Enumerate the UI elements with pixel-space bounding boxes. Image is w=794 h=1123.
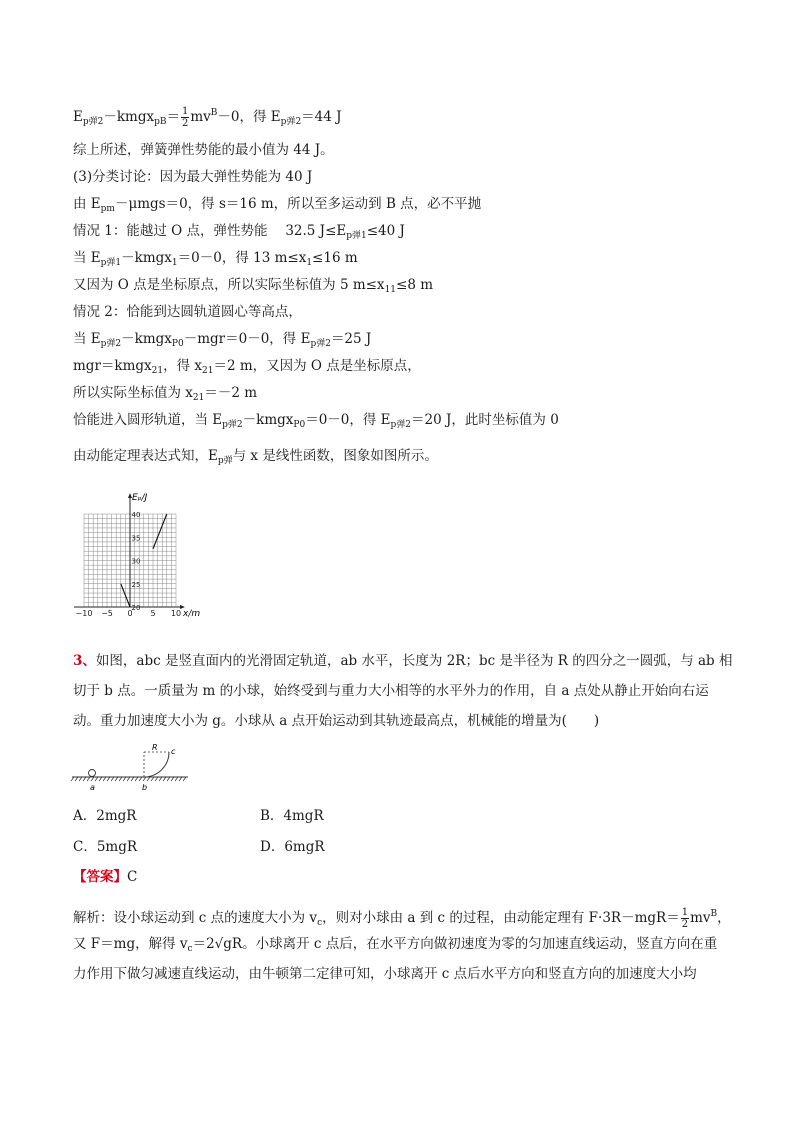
text: －kmgx: [121, 331, 172, 347]
superscript: B: [710, 909, 718, 919]
ball: [89, 770, 96, 777]
answer-tag: 【答案】: [73, 869, 127, 885]
hatch-mark: [111, 777, 114, 781]
question-3-line-3: [73, 711, 599, 731]
equation-line-6: [73, 248, 358, 273]
text: 情况 1：能越过 O 点，弹性势能 32.5 J≤E: [73, 223, 347, 239]
y-tick-label: 35: [131, 534, 141, 543]
fraction-denominator: 2: [681, 919, 689, 930]
text: ≤40 J: [366, 223, 405, 239]
equation-line-4: [73, 194, 481, 219]
hatch-mark: [131, 777, 134, 781]
text: －μmgs＝0，得 s＝16 m，所以至多运动到 B 点，必不平抛: [114, 196, 482, 212]
subscript: 1: [171, 258, 178, 268]
text: 解析：设小球运动到 c 点的速度大小为 v: [73, 910, 318, 926]
hatch-mark: [183, 777, 186, 781]
text: ＝25 J: [330, 331, 372, 347]
fraction: [681, 907, 689, 930]
hatch-mark: [143, 777, 146, 781]
text: －kmgx: [103, 109, 155, 125]
text: －0，得 E: [217, 109, 281, 125]
hatch-mark: [135, 777, 138, 781]
text: E: [73, 109, 83, 125]
text: 切于 b 点。一质量为 m 的小球，始终受到与重力大小相等的水平外力的作用，自 a 点处从静止开始向右运: [73, 683, 709, 699]
subscript: 1: [115, 258, 122, 268]
text: ＝－2 m: [204, 385, 258, 401]
equation-line-12: [73, 410, 559, 435]
label-b: b: [142, 783, 148, 792]
subscript: 2: [236, 420, 243, 430]
subscript: p弹: [217, 456, 233, 466]
hatch-mark: [123, 777, 126, 781]
hatch-mark: [163, 777, 166, 781]
subscript: c: [317, 918, 323, 928]
subscript: p弹: [100, 258, 116, 268]
text: 又因为 O 点是坐标原点，所以实际坐标值为 5 m≤x: [73, 277, 385, 293]
x-axis-label: x/m: [183, 609, 201, 619]
subscript: P0: [171, 339, 184, 349]
quarter-arc: [144, 752, 169, 777]
fraction-denominator: 2: [181, 118, 189, 129]
ep-x-graph: [70, 488, 210, 620]
part3-heading: [73, 167, 312, 187]
hatch-mark: [171, 777, 174, 781]
subscript: 1: [306, 258, 313, 268]
text: mv: [690, 910, 711, 926]
hatch-mark: [119, 777, 122, 781]
x-tick-label: 5: [150, 609, 156, 618]
text: (3)分类讨论：因为最大弹性势能为 40 J: [73, 169, 313, 185]
hatch-mark: [159, 777, 162, 781]
text: 当 E: [73, 331, 101, 347]
text: mgr＝kmgx: [73, 358, 152, 374]
hatch-mark: [99, 777, 102, 781]
text: －mgr＝0－0，得 E: [183, 331, 311, 347]
equation-line-1: [73, 103, 342, 132]
option-d: D．6mgR: [260, 839, 325, 855]
subscript: p弹: [390, 420, 406, 430]
subscript: 2: [115, 339, 122, 349]
text: 力作用下做匀减速直线运动，由牛顿第二定律可知，小球离开 c 点后水平方向和竖直方向的加速度大小均: [73, 966, 697, 982]
text: －kmgx: [242, 412, 294, 428]
hatch-mark: [87, 777, 90, 781]
option-a: A．2mgR: [73, 808, 137, 824]
option-b: B．4mgR: [260, 808, 324, 824]
subscript: pB: [154, 117, 167, 127]
text: 所以实际坐标值为 x: [73, 385, 193, 401]
text: ，: [717, 910, 731, 926]
text: mv: [190, 109, 211, 125]
subscript: 2: [325, 339, 331, 349]
subscript: P0: [293, 420, 306, 430]
text: ＝2√gR。小球离开 c 点后，在水平方向做初速度为零的匀加速直线运动，竖直方向在重: [192, 936, 718, 952]
text: 由 E: [73, 196, 101, 212]
text: ＝20 J，此时坐标值为 0: [411, 412, 559, 428]
subscript: 2: [405, 420, 412, 430]
y-tick-label: 40: [131, 511, 141, 519]
subscript: 21: [151, 366, 164, 376]
text: ＝2 m，又因为 O 点是坐标原点，: [213, 358, 421, 374]
hatch-mark: [175, 777, 178, 781]
label-R: R: [152, 743, 158, 752]
fraction: [181, 106, 189, 129]
text: 动。重力加速度大小为 g。小球从 a 点开始运动到其轨迹最高点，机械能的增量为( ): [73, 713, 600, 729]
solution-line-3: [73, 964, 697, 984]
equation-line-11: [73, 383, 257, 408]
hatch-mark: [167, 777, 170, 781]
text: 情况 2：恰能到达圆轨道圆心等高点，: [73, 304, 302, 320]
x-tick-label: 10: [170, 609, 182, 618]
subscript: 1: [361, 231, 367, 241]
text: 又 F＝mg，解得 v: [73, 936, 188, 952]
question-3-line-1: [73, 651, 733, 671]
text: 与 x 是线性函数，图象如图所示。: [232, 448, 438, 464]
subscript: c: [187, 944, 193, 954]
text: ，则对小球由 a 到 c 的过程，由动能定理有 F·3R－mgR＝: [322, 910, 680, 926]
hatch-mark: [83, 777, 86, 781]
subscript: p弹: [100, 339, 116, 349]
ground-hatch: [71, 777, 186, 781]
x-tick-label: 0: [127, 609, 133, 618]
y-tick-label: 20: [131, 604, 141, 612]
case1-line: [73, 221, 405, 246]
option-c: C．5mgR: [73, 839, 138, 855]
subscript: 11: [384, 285, 397, 295]
text: 如图，abc 是竖直面内的光滑固定轨道，ab 水平，长度为 2R；bc 是半径为 R 的四分之一圆弧，与 ab 相: [95, 653, 733, 669]
hatch-mark: [155, 777, 158, 781]
track-figure: [70, 742, 195, 796]
text: ＝0－0，得 13 m≤x: [177, 250, 307, 266]
hatch-mark: [151, 777, 154, 781]
text: ＝: [166, 109, 180, 125]
hatch-mark: [75, 777, 78, 781]
subscript: 21: [192, 393, 205, 403]
hatch-mark: [95, 777, 98, 781]
equation-line-9: [73, 329, 371, 354]
equation-line-13: [73, 446, 438, 471]
hatch-mark: [127, 777, 130, 781]
subscript: p弹: [222, 420, 237, 430]
subscript: p弹: [346, 231, 362, 241]
hatch-mark: [147, 777, 150, 781]
text: ≤8 m: [396, 277, 434, 293]
subscript: 21: [202, 366, 214, 376]
equation-line-7: [73, 275, 433, 300]
y-axis-label: Eₚ/J: [132, 493, 148, 503]
subscript: 2: [97, 117, 104, 127]
text: 当 E: [73, 250, 101, 266]
hatch-mark: [115, 777, 118, 781]
solution-line-1: [73, 904, 731, 933]
series-line-segment-2: [153, 514, 167, 549]
hatch-mark: [71, 777, 74, 781]
answer-line: [73, 867, 137, 887]
solution-line-2: [73, 934, 717, 959]
x-tick-label: −5: [101, 609, 113, 618]
subscript: p弹: [280, 117, 296, 127]
case2-line: [73, 302, 302, 322]
equation-line-10: [73, 356, 421, 381]
question-number: 3、: [73, 653, 96, 669]
subscript: p弹: [82, 117, 98, 127]
text: 综上所述，弹簧弹性势能的最小值为 44 J。: [73, 142, 334, 158]
text: 由动能定理表达式知，E: [73, 448, 218, 464]
hatch-mark: [91, 777, 94, 781]
hatch-mark: [139, 777, 142, 781]
text: －kmgx: [121, 250, 172, 266]
label-a: a: [90, 783, 95, 792]
hatch-mark: [103, 777, 106, 781]
question-3-line-2: [73, 681, 709, 701]
hatch-mark: [107, 777, 110, 781]
hatch-mark: [179, 777, 182, 781]
subscript: 2: [295, 117, 302, 127]
subscript: p弹: [310, 339, 326, 349]
text: ，得 x: [163, 358, 202, 374]
answer-value: C: [127, 869, 138, 885]
text: ＝0－0，得 E: [305, 412, 391, 428]
text: ≤16 m: [312, 250, 358, 266]
y-tick-label: 30: [131, 557, 141, 566]
hatch-mark: [79, 777, 82, 781]
fraction-numerator: 1: [681, 907, 689, 918]
label-c: c: [171, 747, 176, 756]
y-tick-label: 25: [131, 580, 141, 589]
fraction-numerator: 1: [181, 106, 189, 117]
subscript: pm: [100, 204, 115, 214]
text: ＝44 J: [301, 109, 342, 125]
conclusion-line: [73, 140, 334, 160]
superscript: B: [210, 108, 218, 118]
text: 恰能进入圆形轨道，当 E: [73, 412, 223, 428]
x-tick-label: −10: [75, 609, 93, 618]
